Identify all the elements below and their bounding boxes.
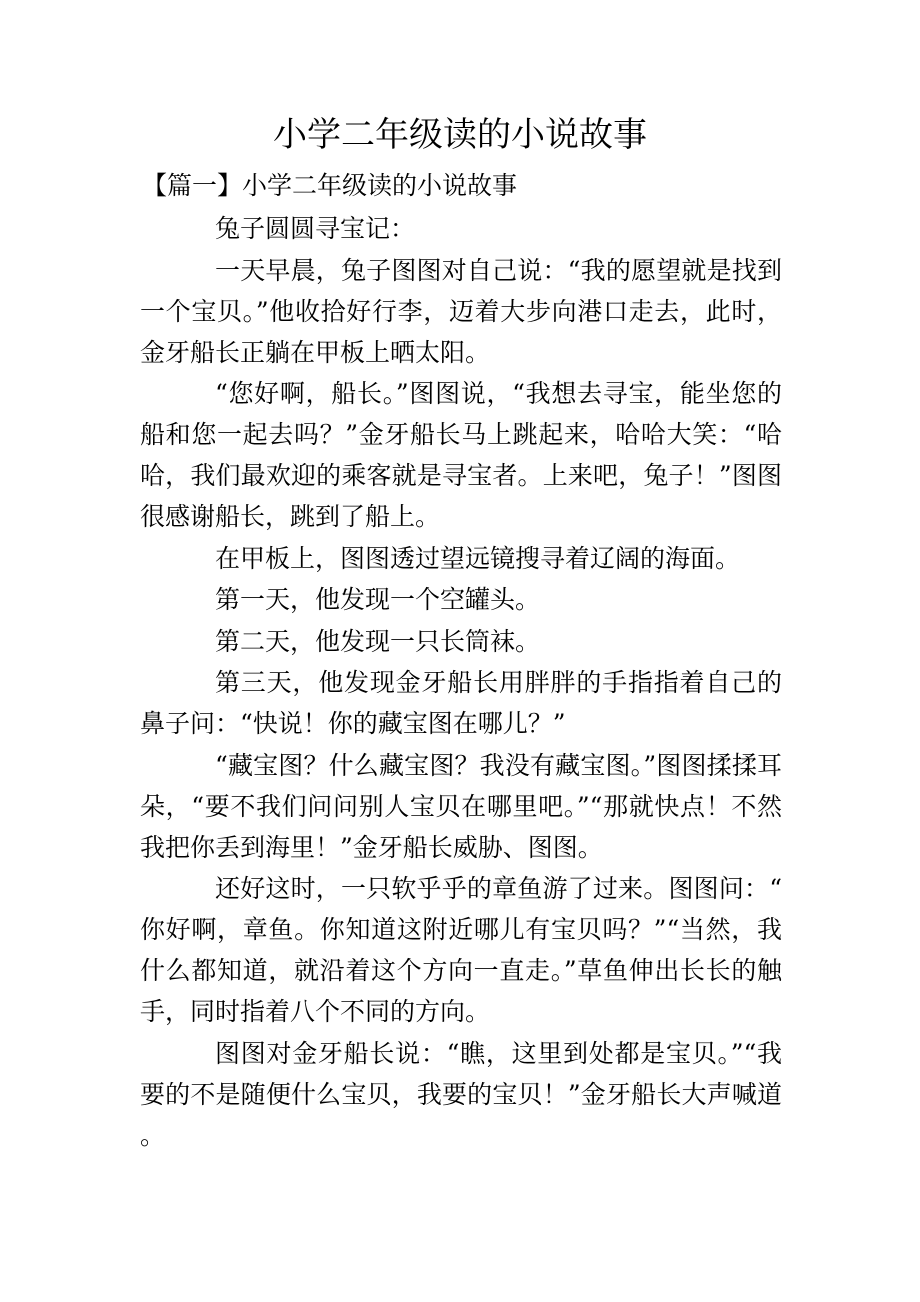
- paragraph: 第一天，他发现一个空罐头。: [215, 585, 541, 614]
- paragraph: “藏宝图？什么藏宝图？我没有藏宝图。”图图揉揉耳朵，“要不我们问问别人宝贝在哪里吧。”“那就快点！不然我把你丢到海里！”金牙船长威胁、图图。: [140, 750, 782, 862]
- paragraph: “您好啊，船长。”图图说，“我想去寻宝，能坐您的船和您一起去吗？”金牙船长马上跳起来，哈哈大笑：“哈哈，我们最欢迎的乘客就是寻宝者。上来吧，兔子！”图图很感谢船长，跳到了船上。: [140, 379, 782, 531]
- paragraph: 第三天，他发现金牙船长用胖胖的手指指着自己的鼻子问：“快说！你的藏宝图在哪儿？”: [140, 668, 782, 738]
- paragraph: 第二天，他发现一只长筒袜。: [215, 626, 541, 656]
- paragraph: 兔子圆圆寻宝记：: [215, 214, 416, 243]
- paragraph: 还好这时，一只软乎乎的章鱼游了过来。图图问：“你好啊，章鱼。你知道这附近哪儿有宝贝吗？”“当然，我什么都知道，就沿着这个方向一直走。”草鱼伸出长长的触手，同时指着八个不同的方向。: [140, 874, 782, 1026]
- document-title: 小学二年级读的小说故事: [273, 115, 647, 155]
- section-heading: 【篇一】小学二年级读的小说故事: [142, 171, 518, 200]
- story-body: [140, 208, 782, 1156]
- paragraph: 一天早晨，兔子图图对自己说：“我的愿望就是找到一个宝贝。”他收拾好行李，迈着大步向港口走去，此时，金牙船长正躺在甲板上晒太阳。: [140, 255, 782, 367]
- paragraph: 在甲板上，图图透过望远镜搜寻着辽阔的海面。: [215, 543, 741, 573]
- paragraph: 图图对金牙船长说：“瞧，这里到处都是宝贝。”“我要的不是随便什么宝贝，我要的宝贝！”金牙船长大声喊道。: [140, 1038, 782, 1150]
